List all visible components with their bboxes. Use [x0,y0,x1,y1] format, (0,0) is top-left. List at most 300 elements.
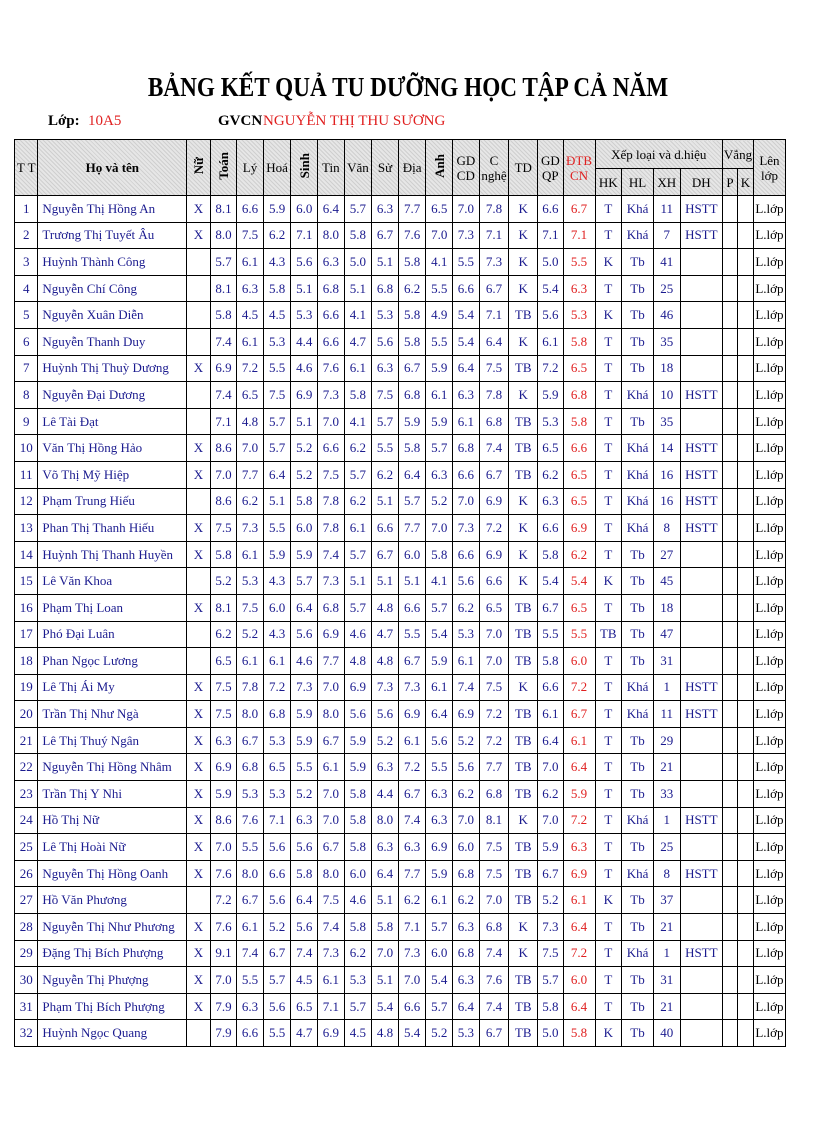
cell-van: 4.1 [344,302,372,329]
cell-su: 4.7 [372,621,399,648]
cell-xh: 21 [653,754,680,781]
cell-td: TB [509,621,538,648]
cell-dtb: 5.8 [563,1020,595,1047]
cell-nu [187,382,210,409]
cell-vang-k [737,807,753,834]
cell-vang-k [737,488,753,515]
header-cnghe: C nghệ [479,140,509,196]
cell-hoa: 5.3 [263,328,291,355]
cell-dia: 7.7 [398,515,426,542]
cell-dh [680,754,723,781]
cell-vang-p [723,674,738,701]
cell-hk: T [595,275,622,302]
cell-hl: Khá [622,435,654,462]
cell-name: Lê Thị Ái My [38,674,187,701]
table-row [15,302,786,329]
cell-td: TB [509,967,538,994]
cell-gdqp: 6.6 [538,674,564,701]
cell-hk: T [595,196,622,223]
cell-su: 6.3 [372,834,399,861]
cell-ly: 6.1 [237,541,264,568]
cell-xh: 41 [653,249,680,276]
cell-nu [187,275,210,302]
cell-van: 5.8 [344,382,372,409]
cell-dtb: 6.5 [563,488,595,515]
cell-tin: 7.3 [318,940,345,967]
cell-nu: X [187,541,210,568]
cell-dia: 6.9 [398,701,426,728]
cell-cnghe: 7.3 [479,249,509,276]
cell-hoa: 5.7 [263,408,291,435]
cell-dh [680,621,723,648]
cell-td: TB [509,887,538,914]
cell-name: Nguyễn Thị Phượng [38,967,187,994]
cell-hk: T [595,461,622,488]
cell-gdcd: 6.2 [453,594,480,621]
cell-van: 5.3 [344,967,372,994]
cell-vang-k [737,196,753,223]
cell-vang-p [723,435,738,462]
cell-sinh: 5.6 [291,834,318,861]
cell-ly: 4.8 [237,408,264,435]
cell-anh: 4.9 [426,302,453,329]
cell-su: 5.1 [372,488,399,515]
cell-su: 5.1 [372,887,399,914]
cell-vang-p [723,275,738,302]
cell-xh: 45 [653,568,680,595]
cell-hk: T [595,781,622,808]
cell-dtb: 6.4 [563,754,595,781]
cell-ly: 5.3 [237,568,264,595]
cell-hl: Tb [622,568,654,595]
cell-name: Nguyễn Xuân Diễn [38,302,187,329]
cell-vang-k [737,940,753,967]
cell-hoa: 6.5 [263,754,291,781]
cell-hoa: 5.6 [263,887,291,914]
cell-ly: 6.1 [237,914,264,941]
cell-dia: 6.0 [398,541,426,568]
cell-dia: 7.0 [398,967,426,994]
cell-anh: 5.9 [426,860,453,887]
cell-gdcd: 6.6 [453,275,480,302]
cell-nu [187,408,210,435]
cell-tt: 28 [15,914,38,941]
cell-anh: 5.2 [426,488,453,515]
cell-name: Huỳnh Thành Công [38,249,187,276]
cell-gdqp: 6.7 [538,594,564,621]
cell-ly: 7.5 [237,222,264,249]
cell-lenlop: L.lớp [753,621,785,648]
cell-tin: 6.6 [318,302,345,329]
cell-tin: 7.5 [318,887,345,914]
cell-lenlop: L.lớp [753,382,785,409]
cell-dh [680,568,723,595]
cell-cnghe: 7.2 [479,515,509,542]
cell-name: Lê Thị Thuý Ngân [38,727,187,754]
cell-tin: 6.6 [318,435,345,462]
cell-vang-p [723,1020,738,1047]
table-row [15,914,786,941]
cell-dh [680,355,723,382]
cell-lenlop: L.lớp [753,328,785,355]
cell-tin: 7.0 [318,781,345,808]
cell-gdcd: 6.2 [453,781,480,808]
cell-xh: 25 [653,834,680,861]
cell-sinh: 7.4 [291,940,318,967]
cell-toan: 8.6 [210,488,237,515]
table-row [15,355,786,382]
cell-gdqp: 6.6 [538,515,564,542]
cell-vang-p [723,222,738,249]
cell-hk: T [595,674,622,701]
cell-dtb: 5.8 [563,328,595,355]
cell-toan: 5.8 [210,541,237,568]
cell-cnghe: 7.7 [479,754,509,781]
header-nu: Nữ [187,140,210,196]
cell-dh [680,727,723,754]
cell-lenlop: L.lớp [753,940,785,967]
cell-xh: 35 [653,328,680,355]
cell-anh: 4.1 [426,249,453,276]
cell-name: Đặng Thị Bích Phượng [38,940,187,967]
cell-anh: 7.0 [426,515,453,542]
cell-tt: 27 [15,887,38,914]
cell-toan: 6.9 [210,754,237,781]
cell-tin: 7.5 [318,461,345,488]
cell-van: 5.7 [344,461,372,488]
header-hl: HL [622,169,654,196]
cell-name: Nguyễn Thị Như Phương [38,914,187,941]
cell-tt: 15 [15,568,38,595]
cell-tt: 20 [15,701,38,728]
cell-sinh: 6.4 [291,594,318,621]
cell-hl: Khá [622,674,654,701]
table-row [15,515,786,542]
cell-lenlop: L.lớp [753,461,785,488]
cell-su: 6.2 [372,461,399,488]
cell-tin: 7.1 [318,993,345,1020]
cell-gdqp: 6.1 [538,701,564,728]
cell-hk: T [595,754,622,781]
cell-toan: 8.1 [210,594,237,621]
cell-gdcd: 6.4 [453,993,480,1020]
cell-dia: 6.3 [398,834,426,861]
cell-vang-p [723,408,738,435]
cell-dh [680,408,723,435]
cell-dh [680,594,723,621]
cell-cnghe: 7.1 [479,302,509,329]
cell-dh [680,1020,723,1047]
cell-lenlop: L.lớp [753,807,785,834]
table-row [15,860,786,887]
cell-td: K [509,515,538,542]
cell-dh [680,834,723,861]
cell-cnghe: 7.4 [479,435,509,462]
cell-dtb: 6.0 [563,648,595,675]
cell-dia: 5.8 [398,249,426,276]
cell-lenlop: L.lớp [753,302,785,329]
cell-dh: HSTT [680,515,723,542]
cell-dtb: 6.7 [563,701,595,728]
cell-nu: X [187,701,210,728]
cell-vang-k [737,594,753,621]
cell-dia: 7.4 [398,807,426,834]
cell-sinh: 5.5 [291,754,318,781]
cell-toan: 5.2 [210,568,237,595]
cell-gdqp: 6.1 [538,328,564,355]
header-vang: Vắng [723,140,754,169]
cell-vang-p [723,515,738,542]
cell-toan: 8.1 [210,196,237,223]
cell-toan: 5.7 [210,249,237,276]
cell-vang-p [723,249,738,276]
cell-cnghe: 7.0 [479,648,509,675]
cell-sinh: 6.0 [291,196,318,223]
teacher-label: GVCN [218,113,263,129]
cell-nu: X [187,967,210,994]
cell-anh: 6.1 [426,674,453,701]
page-title: BẢNG KẾT QUẢ TU DƯỠNG HỌC TẬP CẢ NĂM [147,72,669,102]
cell-dh: HSTT [680,461,723,488]
cell-gdqp: 7.2 [538,355,564,382]
cell-vang-k [737,887,753,914]
cell-ly: 6.3 [237,275,264,302]
cell-hoa: 5.3 [263,781,291,808]
cell-gdcd: 6.6 [453,461,480,488]
cell-tt: 12 [15,488,38,515]
cell-tin: 6.1 [318,754,345,781]
cell-anh: 5.7 [426,435,453,462]
cell-tin: 7.0 [318,674,345,701]
cell-tt: 23 [15,781,38,808]
cell-xh: 1 [653,940,680,967]
cell-van: 6.0 [344,860,372,887]
cell-gdcd: 7.0 [453,196,480,223]
cell-hl: Tb [622,355,654,382]
cell-su: 6.6 [372,515,399,542]
cell-lenlop: L.lớp [753,222,785,249]
cell-gdcd: 6.3 [453,967,480,994]
cell-xh: 8 [653,860,680,887]
cell-anh: 4.1 [426,568,453,595]
cell-tin: 7.3 [318,382,345,409]
cell-hl: Khá [622,515,654,542]
table-row [15,781,786,808]
cell-tt: 16 [15,594,38,621]
cell-hoa: 5.1 [263,488,291,515]
cell-name: Phạm Thị Loan [38,594,187,621]
cell-toan: 5.8 [210,302,237,329]
cell-hk: T [595,488,622,515]
cell-su: 4.8 [372,594,399,621]
cell-vang-p [723,196,738,223]
cell-vang-k [737,834,753,861]
header-td: TD [509,140,538,196]
cell-name: Nguyễn Đại Dương [38,382,187,409]
cell-gdcd: 6.3 [453,914,480,941]
cell-hoa: 6.6 [263,860,291,887]
cell-gdqp: 5.6 [538,302,564,329]
cell-gdcd: 7.3 [453,515,480,542]
header-dia: Địa [398,140,426,196]
cell-su: 5.5 [372,435,399,462]
cell-gdqp: 5.8 [538,993,564,1020]
cell-sinh: 5.2 [291,435,318,462]
cell-dia: 5.8 [398,435,426,462]
cell-hoa: 5.3 [263,727,291,754]
cell-gdcd: 5.6 [453,568,480,595]
cell-gdqp: 7.1 [538,222,564,249]
cell-hk: T [595,834,622,861]
cell-vang-p [723,355,738,382]
cell-tt: 11 [15,461,38,488]
cell-ly: 5.5 [237,967,264,994]
cell-vang-p [723,302,738,329]
cell-hk: T [595,860,622,887]
cell-su: 5.1 [372,249,399,276]
cell-dtb: 7.2 [563,674,595,701]
cell-name: Huỳnh Thị Thanh Huyền [38,541,187,568]
cell-sinh: 5.7 [291,568,318,595]
table-row [15,940,786,967]
cell-dh [680,887,723,914]
cell-dia: 5.5 [398,621,426,648]
cell-vang-k [737,754,753,781]
cell-toan: 7.0 [210,834,237,861]
cell-gdcd: 5.4 [453,302,480,329]
cell-cnghe: 7.4 [479,940,509,967]
cell-hl: Tb [622,914,654,941]
cell-ly: 6.7 [237,727,264,754]
cell-hoa: 5.7 [263,967,291,994]
cell-dh [680,781,723,808]
cell-dia: 7.1 [398,914,426,941]
cell-xh: 16 [653,461,680,488]
cell-xh: 21 [653,993,680,1020]
cell-xh: 35 [653,408,680,435]
cell-gdcd: 5.4 [453,328,480,355]
cell-dtb: 5.3 [563,302,595,329]
cell-dia: 6.1 [398,727,426,754]
table-row [15,993,786,1020]
cell-lenlop: L.lớp [753,196,785,223]
cell-van: 5.9 [344,727,372,754]
cell-nu: X [187,727,210,754]
cell-anh: 6.5 [426,196,453,223]
cell-hk: K [595,302,622,329]
cell-toan: 7.6 [210,860,237,887]
cell-dtb: 6.5 [563,355,595,382]
cell-van: 5.8 [344,781,372,808]
cell-anh: 6.4 [426,701,453,728]
cell-lenlop: L.lớp [753,355,785,382]
cell-sinh: 5.2 [291,461,318,488]
cell-vang-k [737,355,753,382]
cell-hoa: 6.4 [263,461,291,488]
cell-ly: 5.5 [237,834,264,861]
cell-xh: 18 [653,355,680,382]
cell-name: Phó Đại Luân [38,621,187,648]
cell-td: K [509,541,538,568]
cell-nu [187,249,210,276]
cell-toan: 8.0 [210,222,237,249]
cell-lenlop: L.lớp [753,754,785,781]
cell-ly: 7.4 [237,940,264,967]
cell-dh [680,328,723,355]
cell-td: K [509,568,538,595]
cell-vang-k [737,408,753,435]
cell-hoa: 4.3 [263,621,291,648]
cell-dh: HSTT [680,940,723,967]
cell-dh: HSTT [680,382,723,409]
cell-dh: HSTT [680,860,723,887]
cell-xh: 8 [653,515,680,542]
table-row [15,435,786,462]
cell-anh: 5.9 [426,355,453,382]
cell-nu: X [187,515,210,542]
cell-hk: T [595,701,622,728]
cell-nu [187,488,210,515]
cell-sinh: 5.9 [291,701,318,728]
cell-su: 7.5 [372,382,399,409]
cell-van: 6.9 [344,674,372,701]
cell-cnghe: 7.2 [479,701,509,728]
cell-ly: 7.6 [237,807,264,834]
cell-nu: X [187,435,210,462]
cell-su: 5.8 [372,914,399,941]
cell-su: 4.8 [372,648,399,675]
cell-lenlop: L.lớp [753,914,785,941]
cell-sinh: 6.9 [291,382,318,409]
cell-vang-k [737,435,753,462]
cell-nu: X [187,754,210,781]
cell-cnghe: 6.9 [479,541,509,568]
cell-anh: 5.5 [426,754,453,781]
header-hoa: Hoá [263,140,291,196]
cell-vang-p [723,648,738,675]
cell-dia: 5.9 [398,408,426,435]
cell-ly: 7.0 [237,435,264,462]
cell-cnghe: 7.5 [479,355,509,382]
cell-lenlop: L.lớp [753,1020,785,1047]
cell-vang-k [737,515,753,542]
header-p: P [723,169,738,196]
cell-hoa: 7.1 [263,807,291,834]
cell-ly: 7.3 [237,515,264,542]
cell-tin: 8.0 [318,222,345,249]
cell-vang-k [737,568,753,595]
cell-vang-p [723,594,738,621]
cell-ly: 8.0 [237,860,264,887]
cell-dtb: 6.1 [563,727,595,754]
cell-anh: 5.8 [426,541,453,568]
table-row [15,275,786,302]
cell-sinh: 7.3 [291,674,318,701]
table-row [15,1020,786,1047]
cell-vang-p [723,328,738,355]
cell-tt: 6 [15,328,38,355]
header-sinh: Sinh [291,140,318,196]
cell-van: 5.8 [344,834,372,861]
cell-hl: Tb [622,328,654,355]
cell-lenlop: L.lớp [753,648,785,675]
cell-name: Nguyễn Thị Hồng An [38,196,187,223]
cell-ly: 6.8 [237,754,264,781]
cell-tin: 6.3 [318,249,345,276]
cell-td: TB [509,648,538,675]
cell-gdcd: 7.0 [453,488,480,515]
cell-hk: K [595,568,622,595]
